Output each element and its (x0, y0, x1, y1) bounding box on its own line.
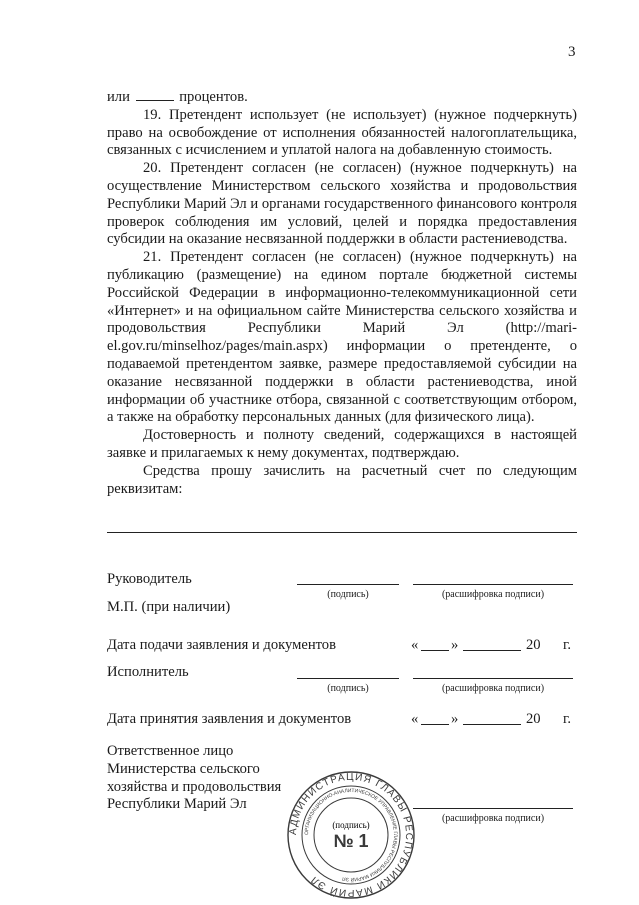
submission-year-prefix: 20 (526, 637, 541, 653)
head-decoding-caption: (расшифровка подписи) (441, 589, 545, 600)
responsible-decoding-caption: (расшифровка подписи) (441, 813, 545, 824)
submission-day-line (421, 650, 449, 651)
document-body (107, 88, 577, 498)
paragraph-21: 21. Претендент согласен (не согласен) (нужное подчеркнуть) на публикацию (размещение) на едином портале бюджетной системы Российской Федерации в информационно-телекоммуникационной сети «Интернет» и на официальном сайте Министерства сельского хозяйства и продовольствия Республики Марий Эл (http://mari-el.gov.ru/minselhoz/pages/main.aspx) информации о претенденте, о подаваемой претендентом заявке, размере предоставляемой субсидии на оказание несвязанной поддержки в области растениеводства, иной информации об участнике отбора, связанной с соответствующим отбором, а также на обработку персональных данных (для физического лица). (107, 249, 577, 426)
intro-line (107, 88, 577, 107)
acceptance-day-line (421, 724, 449, 725)
paragraph-20: 20. Претендент согласен (не согласен) (нужное подчеркнуть) на осуществление Министерством сельского хозяйства и продовольствия Республики Марий Эл и органами государственного финансового контроля проверок соблюдения им условий, целей и порядка предоставления субсидии на оказание несвязанной поддержки в области растениеводства. (107, 160, 577, 248)
executor-signature-line (297, 678, 399, 679)
executor-label: Исполнитель (107, 664, 189, 680)
stamp-number: № 1 (333, 831, 369, 851)
acceptance-year-prefix: 20 (526, 711, 541, 727)
stamp-signature-caption: (подпись) (332, 820, 370, 830)
stamp-place-label: М.П. (при наличии) (107, 599, 231, 615)
intro-suffix: процентов. (179, 89, 248, 105)
submission-date-label: Дата подачи заявления и документов (107, 637, 336, 653)
official-stamp (286, 770, 416, 900)
stamp-inner-text: ОРГАНИЗАЦИОННО-АНАЛИТИЧЕСКОЕ УПРАВЛЕНИЕ ГЛАВЫ РЕСПУБЛИКИ МАРИЙ ЭЛ (303, 787, 399, 883)
responsible-person-block (107, 743, 281, 814)
confirmation-paragraph: Достоверность и полноту сведений, содержащихся в настоящей заявке и прилагаемых к нему документах, подтверждаю. (107, 427, 577, 461)
submission-month-line (463, 650, 521, 651)
responsible-decoding-line (413, 808, 573, 809)
executor-decoding-line (413, 678, 573, 679)
responsible-line-4: Республики Марий Эл (107, 796, 247, 813)
acceptance-date-label: Дата принятия заявления и документов (107, 711, 352, 727)
submission-close-quote: » (451, 637, 459, 653)
acceptance-close-quote: » (451, 711, 459, 727)
head-signature-caption: (подпись) (327, 589, 369, 600)
acceptance-year-suffix: г. (563, 711, 571, 727)
intro-prefix: или (107, 89, 130, 105)
stamp-ring-text: АДМИНИСТРАЦИЯ ГЛАВЫ РЕСПУБЛИКИ МАРИЙ ЭЛ (287, 771, 415, 899)
responsible-line-3: хозяйства и продовольствия (107, 778, 282, 795)
executor-decoding-caption: (расшифровка подписи) (441, 683, 545, 694)
executor-signature-caption: (подпись) (327, 683, 369, 694)
percent-blank (136, 88, 174, 101)
acceptance-open-quote: « (411, 711, 419, 727)
submission-open-quote: « (411, 637, 419, 653)
head-signature-line (297, 584, 399, 585)
responsible-line-1: Ответственное лицо (107, 743, 234, 759)
responsible-line-2: Министерства сельского (107, 760, 260, 777)
page-number: 3 (568, 44, 576, 60)
head-decoding-line (413, 584, 573, 585)
bank-details-paragraph: Средства прошу зачислить на расчетный счет по следующим реквизитам: (107, 462, 577, 497)
paragraph-19: 19. Претендент использует (не использует) (нужное подчеркнуть) право на освобождение от исполнения обязанностей налогоплательщика, связанных с исчислением и уплатой налога на добавленную стоимость. (107, 106, 577, 159)
submission-year-suffix: г. (563, 637, 571, 653)
head-label: Руководитель (107, 571, 192, 587)
acceptance-month-line (463, 724, 521, 725)
bank-details-line (107, 532, 577, 533)
